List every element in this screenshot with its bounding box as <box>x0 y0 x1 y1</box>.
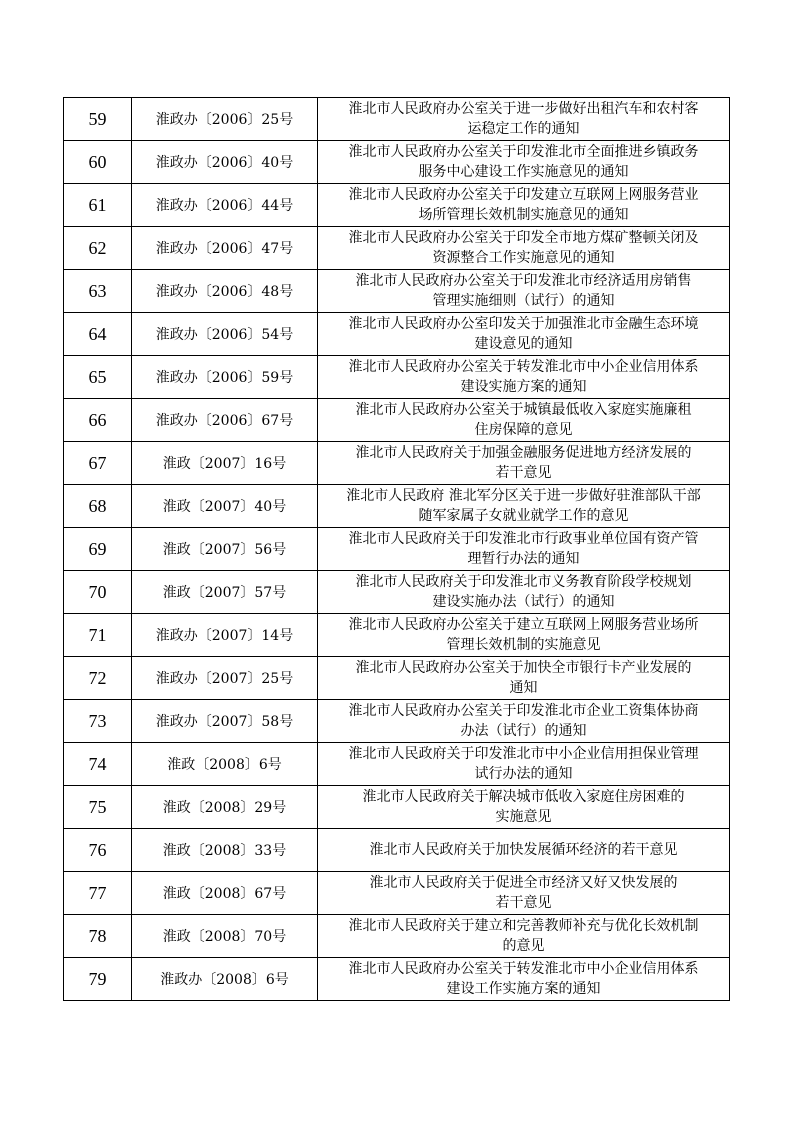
document-number: 淮政〔2007〕57号 <box>132 571 318 614</box>
document-title-line: 场所管理长效机制实施意见的通知 <box>418 207 629 223</box>
table-body <box>64 98 730 1001</box>
row-number: 64 <box>64 313 132 356</box>
document-title-line: 的意见 <box>502 938 545 954</box>
table-row <box>64 98 730 141</box>
document-number: 淮政〔2007〕16号 <box>132 442 318 485</box>
document-title-line: 淮北市人民政府办公室关于城镇最低收入家庭实施廉租 <box>355 402 692 418</box>
document-title <box>318 313 730 356</box>
table-row <box>64 958 730 1001</box>
document-number: 淮政〔2007〕40号 <box>132 485 318 528</box>
document-title-line: 淮北市人民政府办公室关于转发淮北市中小企业信用体系 <box>348 359 699 375</box>
document-title-line: 运稳定工作的通知 <box>467 121 580 137</box>
row-number: 77 <box>64 872 132 915</box>
document-title-line: 淮北市人民政府关于建立和完善教师补充与优化长效机制 <box>348 918 699 934</box>
row-number: 72 <box>64 657 132 700</box>
document-title <box>318 614 730 657</box>
table-row <box>64 743 730 786</box>
document-title <box>318 528 730 571</box>
document-title-line: 通知 <box>509 680 538 696</box>
document-title <box>318 356 730 399</box>
table-row <box>64 700 730 743</box>
document-number: 淮政办〔2007〕58号 <box>132 700 318 743</box>
document-title <box>318 184 730 227</box>
document-title-line: 淮北市人民政府办公室关于印发淮北市企业工资集体协商 <box>348 703 699 719</box>
document-number: 淮政办〔2006〕48号 <box>132 270 318 313</box>
table-row <box>64 485 730 528</box>
document-title-line: 管理实施细则（试行）的通知 <box>432 293 615 309</box>
row-number: 71 <box>64 614 132 657</box>
row-number: 70 <box>64 571 132 614</box>
document-number: 淮政〔2008〕67号 <box>132 872 318 915</box>
document-number: 淮政〔2007〕56号 <box>132 528 318 571</box>
document-number: 淮政办〔2006〕44号 <box>132 184 318 227</box>
document-title-line: 淮北市人民政府关于加强金融服务促进地方经济发展的 <box>355 445 692 461</box>
table-row <box>64 442 730 485</box>
row-number: 79 <box>64 958 132 1001</box>
document-title <box>318 227 730 270</box>
document-title-line: 淮北市人民政府办公室关于印发建立互联网上网服务营业 <box>348 187 699 203</box>
document-title-line: 淮北市人民政府办公室关于印发全市地方煤矿整顿关闭及 <box>348 230 699 246</box>
document-title-line: 淮北市人民政府办公室关于转发淮北市中小企业信用体系 <box>348 961 699 977</box>
document-title-line: 服务中心建设工作实施意见的通知 <box>418 164 629 180</box>
row-number: 59 <box>64 98 132 141</box>
document-title-line: 建设工作实施方案的通知 <box>446 981 601 997</box>
row-number: 63 <box>64 270 132 313</box>
table-row <box>64 184 730 227</box>
table-row <box>64 270 730 313</box>
document-title-line: 随军家属子女就业就学工作的意见 <box>418 508 629 524</box>
document-number: 淮政办〔2006〕67号 <box>132 399 318 442</box>
document-title <box>318 399 730 442</box>
document-number: 淮政办〔2006〕59号 <box>132 356 318 399</box>
document-title <box>318 786 730 829</box>
table-row <box>64 829 730 872</box>
table-row <box>64 657 730 700</box>
document-title <box>318 700 730 743</box>
document-title-line: 淮北市人民政府关于促进全市经济又好又快发展的 <box>369 875 678 891</box>
document-title <box>318 829 730 872</box>
table-row <box>64 614 730 657</box>
row-number: 62 <box>64 227 132 270</box>
document-number: 淮政〔2008〕29号 <box>132 786 318 829</box>
document-title-line: 淮北市人民政府关于解决城市低收入家庭住房困难的 <box>362 789 685 805</box>
document-number: 淮政办〔2008〕6号 <box>132 958 318 1001</box>
table-row <box>64 528 730 571</box>
row-number: 61 <box>64 184 132 227</box>
document-title <box>318 98 730 141</box>
document-number: 淮政办〔2007〕14号 <box>132 614 318 657</box>
document-title-line: 建设实施方案的通知 <box>460 379 587 395</box>
row-number: 65 <box>64 356 132 399</box>
document-title <box>318 485 730 528</box>
document-number: 淮政〔2008〕33号 <box>132 829 318 872</box>
row-number: 73 <box>64 700 132 743</box>
document-title-line: 资源整合工作实施意见的通知 <box>432 250 615 266</box>
row-number: 69 <box>64 528 132 571</box>
document-title <box>318 270 730 313</box>
document-number: 淮政办〔2007〕25号 <box>132 657 318 700</box>
document-number: 淮政办〔2006〕25号 <box>132 98 318 141</box>
document-title-line: 淮北市人民政府办公室关于进一步做好出租汽车和农村客 <box>348 101 699 117</box>
document-title-line: 淮北市人民政府关于加快发展循环经济的若干意见 <box>369 842 678 858</box>
row-number: 75 <box>64 786 132 829</box>
row-number: 76 <box>64 829 132 872</box>
document-title-line: 淮北市人民政府关于印发淮北市义务教育阶段学校规划 <box>355 574 692 590</box>
document-title-line: 管理长效机制的实施意见 <box>446 637 601 653</box>
document-title <box>318 872 730 915</box>
document-number: 淮政办〔2006〕47号 <box>132 227 318 270</box>
document-title-line: 淮北市人民政府 淮北军分区关于进一步做好驻淮部队干部 <box>346 488 701 504</box>
document-title <box>318 657 730 700</box>
document-title <box>318 743 730 786</box>
document-number: 淮政〔2008〕70号 <box>132 915 318 958</box>
document-number: 淮政〔2008〕6号 <box>132 743 318 786</box>
row-number: 66 <box>64 399 132 442</box>
table-row <box>64 571 730 614</box>
table-row <box>64 141 730 184</box>
row-number: 74 <box>64 743 132 786</box>
document-title-line: 建设实施办法（试行）的通知 <box>432 594 615 610</box>
document-title <box>318 958 730 1001</box>
document-title-line: 淮北市人民政府办公室关于印发淮北市全面推进乡镇政务 <box>348 144 699 160</box>
table-row <box>64 356 730 399</box>
row-number: 60 <box>64 141 132 184</box>
document-title-line: 淮北市人民政府办公室关于印发淮北市经济适用房销售 <box>355 273 692 289</box>
document-title-line: 办法（试行）的通知 <box>460 723 587 739</box>
document-title-line: 若干意见 <box>495 465 552 481</box>
document-title <box>318 915 730 958</box>
document-title-line: 淮北市人民政府关于印发淮北市中小企业信用担保业管理 <box>348 746 699 762</box>
row-number: 67 <box>64 442 132 485</box>
document-title-line: 淮北市人民政府办公室印发关于加强淮北市金融生态环境 <box>348 316 699 332</box>
row-number: 68 <box>64 485 132 528</box>
document-title-line: 试行办法的通知 <box>474 766 573 782</box>
row-number: 78 <box>64 915 132 958</box>
document-title <box>318 571 730 614</box>
document-title-line: 淮北市人民政府关于印发淮北市行政事业单位国有资产管 <box>348 531 699 547</box>
table-row <box>64 227 730 270</box>
document-title-line: 理暂行办法的通知 <box>467 551 580 567</box>
table-row <box>64 399 730 442</box>
table-row <box>64 872 730 915</box>
document-title-line: 淮北市人民政府办公室关于加快全市银行卡产业发展的 <box>355 660 692 676</box>
document-title-line: 若干意见 <box>495 895 552 911</box>
table-row <box>64 786 730 829</box>
document-number: 淮政办〔2006〕54号 <box>132 313 318 356</box>
document-title-line: 淮北市人民政府办公室关于建立互联网上网服务营业场所 <box>348 617 699 633</box>
table-row <box>64 915 730 958</box>
table-row <box>64 313 730 356</box>
document-title <box>318 141 730 184</box>
document-number: 淮政办〔2006〕40号 <box>132 141 318 184</box>
document-title-line: 住房保障的意见 <box>474 422 573 438</box>
document-title-line: 实施意见 <box>495 809 552 825</box>
document-title-line: 建设意见的通知 <box>474 336 573 352</box>
document-title <box>318 442 730 485</box>
document-list-table <box>63 97 730 1001</box>
